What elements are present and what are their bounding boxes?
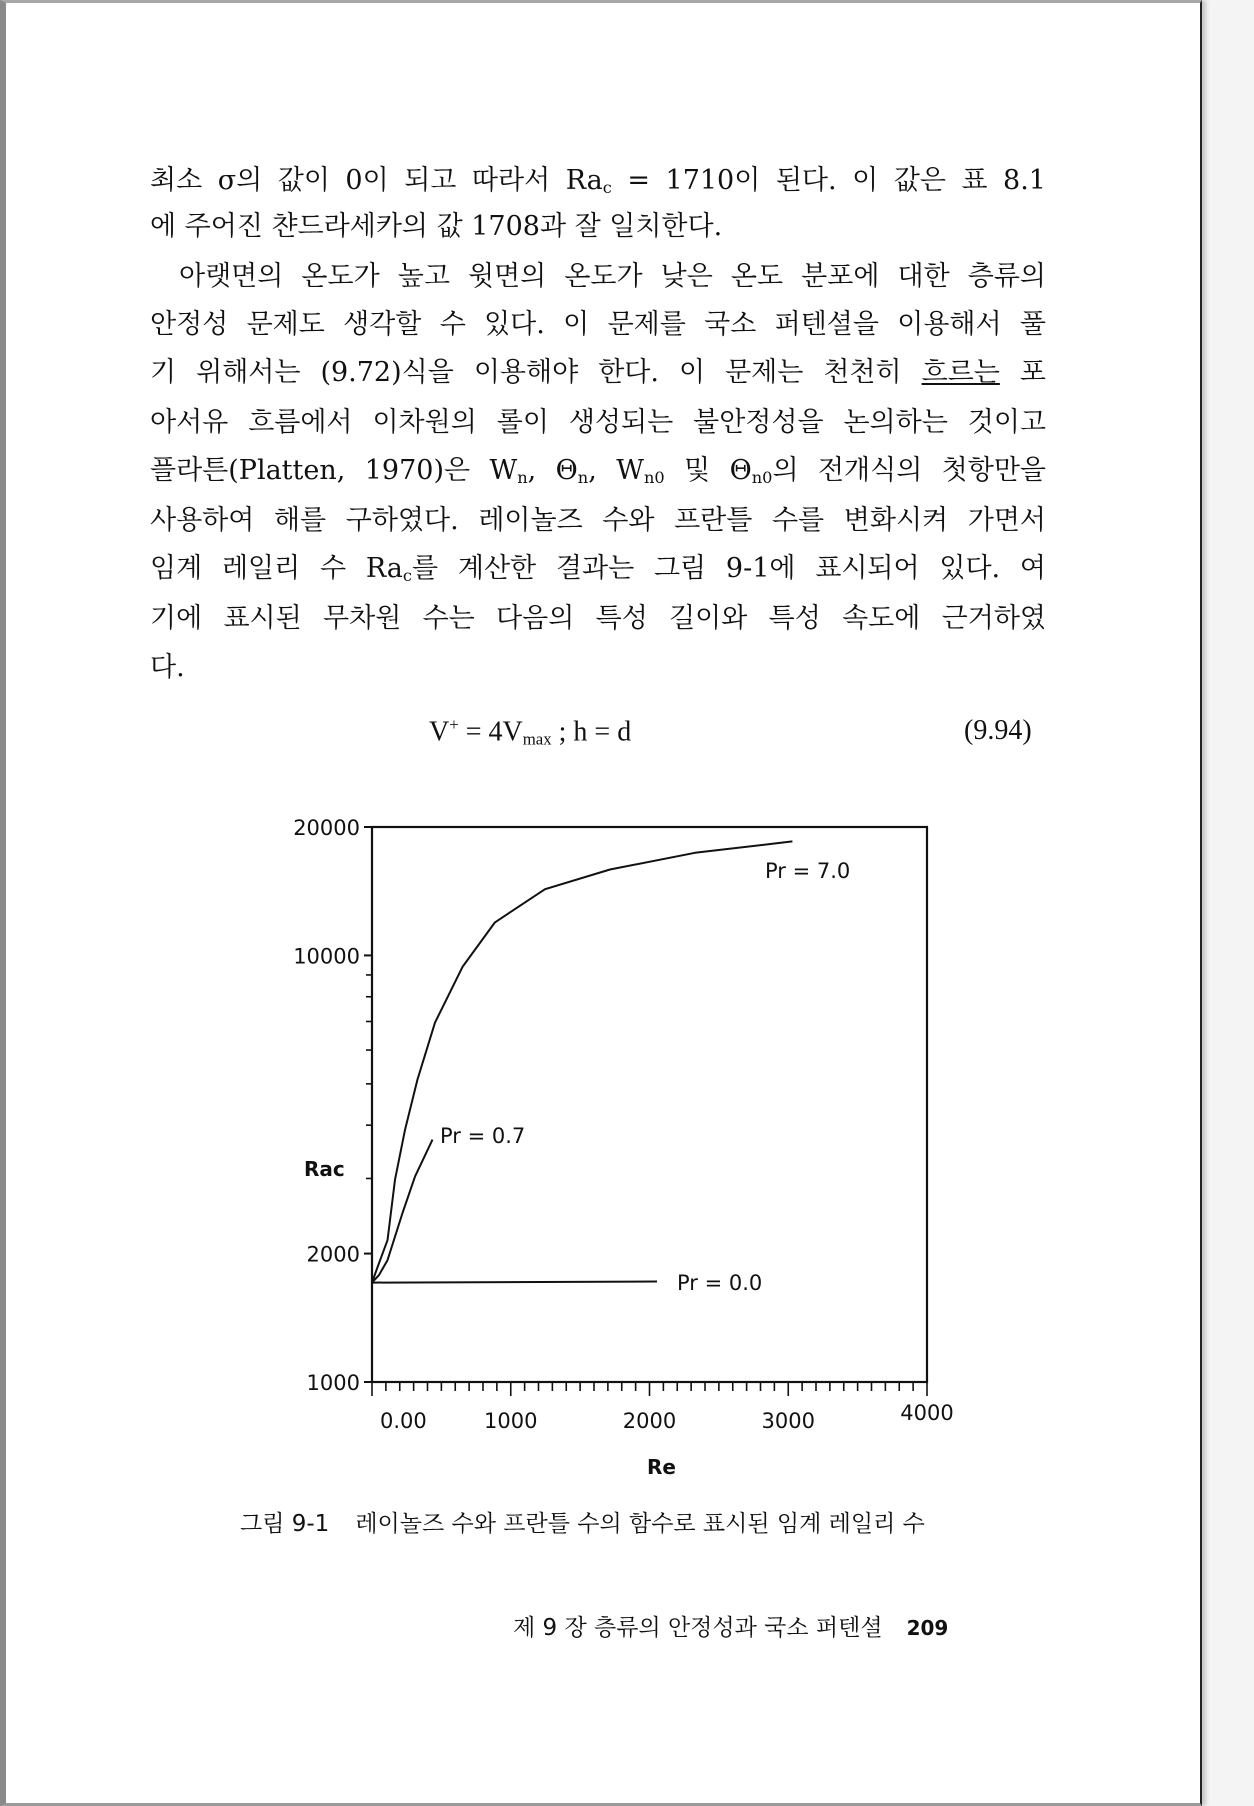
- equation-number: (9.94): [964, 715, 1032, 746]
- text-line-11: 다.: [150, 652, 185, 683]
- text-line-2: 에 주어진 챤드라세카의 값 1708과 잘 일치한다.: [150, 211, 723, 242]
- text-line-1: 최소 σ의 값이 0이 되고 따라서 $Ra_c = 1710$이 된다. 이 값은 표 8.1: [150, 165, 1046, 197]
- figure-caption-text: 레이놀즈 수와 프란틀 수의 함수로 표시된 임계 레일리 수: [355, 1511, 925, 1537]
- text-line-10: 기에 표시된 무차원 수는 다음의 특성 길이와 특성 속도에 근거하였: [150, 603, 1046, 634]
- series-line-Pr70: [372, 841, 792, 1282]
- equation: $V^+ = 4V_{max}$ ; h = d: [429, 715, 632, 749]
- y-axis-label: Rac: [304, 1157, 345, 1181]
- text-line-8: 사용하여 해를 구하였다. 레이놀즈 수와 프란틀 수를 변화시켜 가면서: [150, 505, 1046, 536]
- series-line-Pr07: [372, 1140, 433, 1283]
- series-label: Pr = 0.7: [440, 1124, 526, 1148]
- figure-number: 그림 9-1: [240, 1511, 330, 1537]
- y-tick-label: 2000: [306, 1242, 360, 1267]
- text-line-5: 기 위해서는 (9.72)식을 이용해야 한다. 이 문제는 천천히 흐르는 포: [150, 357, 1046, 388]
- text-line-3: 아랫면의 온도가 높고 윗면의 온도가 낮은 온도 분포에 대한 층류의: [179, 261, 1046, 292]
- plot-frame: [372, 827, 927, 1382]
- text-line-7: 플라튼(Platten, 1970)은 $W_n$, $\Theta_n$, $W_{n0}$ 및 $\Theta_{n0}$의 전개식의 첫항만을: [150, 455, 1047, 487]
- text-line-9: 임계 레일리 수 $Ra_c$를 계산한 결과는 그림 9-1에 표시되어 있다. 여: [150, 553, 1046, 585]
- figure-caption: [240, 1505, 998, 1538]
- page-footer: [513, 1609, 948, 1642]
- text-line-4: 안정성 문제도 생각할 수 있다. 이 문제를 국소 퍼텐셜을 이용해서 풀: [150, 309, 1046, 340]
- x-tick-label: 2000: [622, 1409, 677, 1433]
- series-label: Pr = 0.0: [677, 1271, 763, 1295]
- y-tick-label: 10000: [293, 944, 360, 969]
- series-line-Pr00: [372, 1282, 657, 1283]
- page-number: 209: [906, 1616, 949, 1640]
- y-tick-label: 20000: [293, 816, 360, 840]
- series-label: Pr = 7.0: [765, 859, 851, 883]
- x-axis-label: Re: [647, 1455, 676, 1479]
- x-tick-label: 4000: [900, 1401, 954, 1425]
- x-tick-label: 3000: [761, 1409, 815, 1433]
- text-line-6: 아서유 흐름에서 이차원의 롤이 생성되는 불안정성을 논의하는 것이고: [150, 407, 1046, 438]
- x-tick-label: 1000: [484, 1409, 538, 1433]
- y-tick-label: 1000: [306, 1371, 360, 1395]
- x-tick-label: 0.00: [380, 1409, 427, 1433]
- chapter-title: 제 9 장 층류의 안정성과 국소 퍼텐셜: [513, 1615, 883, 1641]
